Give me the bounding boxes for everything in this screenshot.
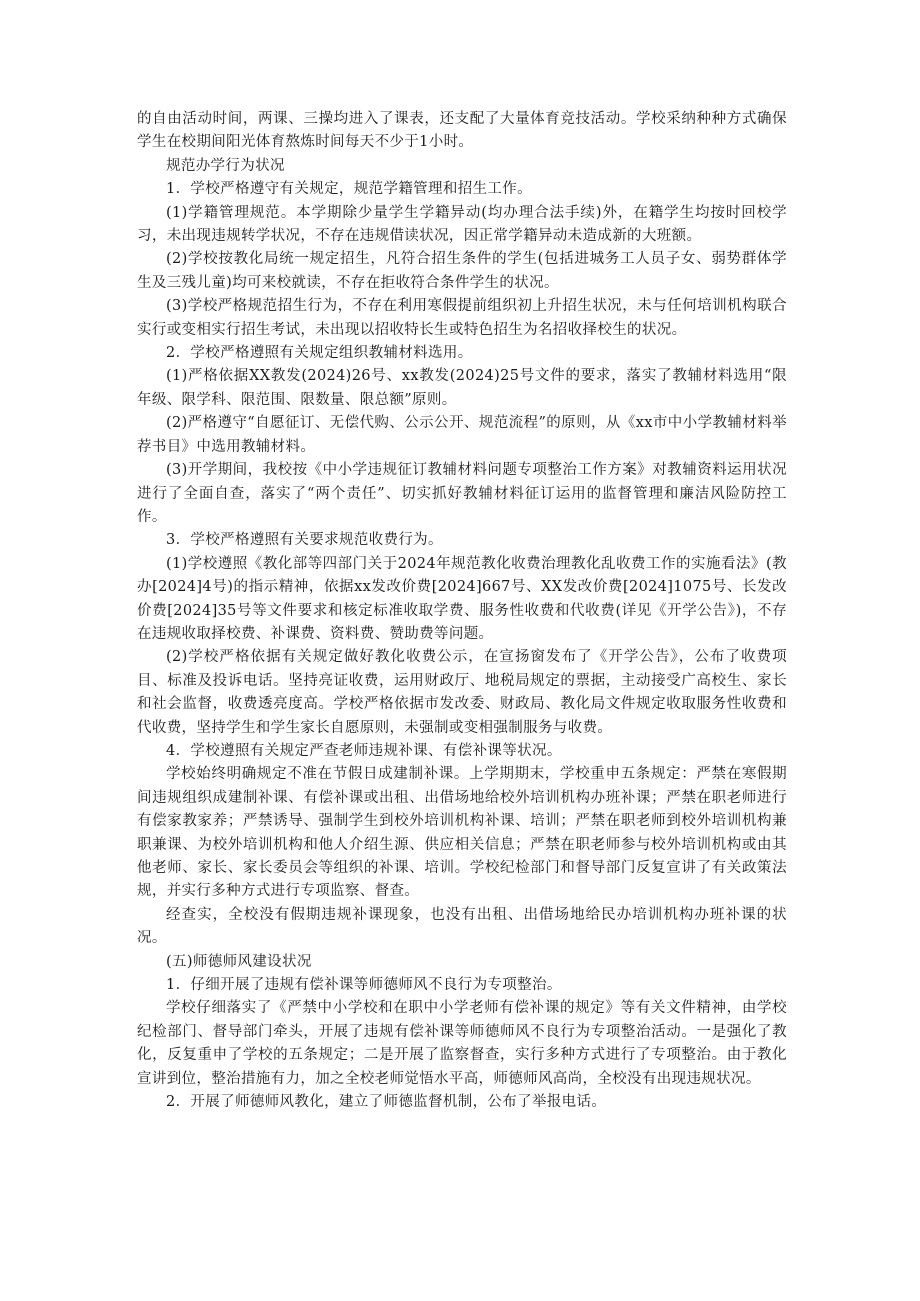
paragraph-item-2-3: (3)开学期间，我校按《中小学违规征订教辅材料问题专项整治工作方案》对教辅资料运用状况进行了全面自查，落实了“两个责任”、切实抓好教辅材料征订运用的监督管理和廉洁风险防控工作。 (137, 462, 787, 525)
item-heading-2: 2．学校严格遵照有关规定组织教辅材料选用。 (166, 345, 473, 362)
paragraph-item-3-2: (2)学校严格依据有关规定做好教化收费公示，在宣扬窗发布了《开学公告》，公布了收费项目、标准及投诉电话。坚持亮证收费，运用财政厅、地税局规定的票据，主动接受广高校生、家长和社会监督，收费透亮度高。学校严格依据市发改委、财政局、教化局文件规定收取服务性收费和代收费，坚持学生和学生家长自愿原则，未强制或变相强制服务与收费。 (137, 649, 787, 736)
section-heading-ethics: (五)师德师风建设状况 (166, 953, 312, 970)
paragraph-item-4-body: 学校始终明确规定不准在节假日成建制补课。上学期期末，学校重申五条规定：严禁在寒假期间违规组织成建制补课、有偿补课或出租、出借场地给校外培训机构办班补课；严禁在职老师进行有偿家教家养；严禁诱导、强制学生到校外培训机构补课、培训；严禁在职老师到校外培训机构兼职兼课、为校外培训机构和他人介绍生源、供应相关信息；严禁在职老师参与校外培训机构或由其他老师、家长、家长委员会等组织的补课、培训。学校纪检部门和督导部门反复宣讲了有关政策法规，并实行多种方式进行专项监察、督查。 (137, 766, 787, 900)
paragraph-item-2-2: (2)严格遵守“自愿征订、无偿代购、公示公开、规范流程”的原则，从《xx市中小学教辅材料举荐书目》中选用教辅材料。 (137, 415, 787, 455)
paragraph-item-1-1: (1)学籍管理规范。本学期除少量学生学籍异动(均办理合法手续)外，在籍学生均按时回校学习，未出现违规转学状况，不存在违规借读状况，因正常学籍异动未造成新的大班额。 (137, 204, 787, 245)
paragraph-item-2-1: (1)严格依据XX教发(2024)26号、xx教发(2024)25号文件的要求，落实了教辅材料选用“限年级、限学科、限范围、限数量、限总额”原则。 (137, 368, 787, 408)
ethics-item-heading-1: 1．仔细开展了违规有偿补课等师德师风不良行为专项整治。 (166, 977, 562, 994)
paragraph-ethics-1-body: 学校仔细落实了《严禁中小学校和在职中小学老师有偿补课的规定》等有关文件精神，由学校纪检部门、督导部门牵头，开展了违规有偿补课等师德师风不良行为专项整治活动。一是强化了教化，反复重申了学校的五条规定；二是开展了监察督查，实行多种方式进行了专项整治。由于教化宣讲到位，整治措施有力，加之全校老师觉悟水平高，师德师风高尚，全校没有出现违规状况。 (137, 1000, 787, 1087)
paragraph-1: 的自由活动时间，两课、三操均进入了课表，还支配了大量体育竞技活动。学校采纳种种方式确保学生在校期间阳光体育熬炼时间每天不少于1小时。 (137, 111, 787, 151)
paragraph-item-1-2: (2)学校按教化局统一规定招生，凡符合招生条件的学生(包括进城务工人员子女、弱势群体学生及三残儿童)均可来校就读，不存在拒收符合条件学生的状况。 (137, 251, 787, 291)
paragraph-item-4-result: 经查实，全校没有假期违规补课现象，也没有出租、出借场地给民办培训机构办班补课的状况。 (137, 906, 787, 947)
ethics-item-heading-2: 2．开展了师德师风教化，建立了师德监督机制，公布了举报电话。 (166, 1094, 607, 1111)
paragraph-item-3-1: (1)学校遵照《教化部等四部门关于2024年规范教化收费治理教化乱收费工作的实施看法》(教办[2024]4号)的指示精神，依据xx发改价费[2024]667号、XX发改价费[2024]1075号、长发改价费[2024]35号等文件要求和核定标准收取学费、服务性收费和代收费(详见《开学公告》)，不存在违规收取择校费、补课费、资料费、赞助费等问题。 (137, 555, 787, 642)
section-heading-conduct: 规范办学行为状况 (166, 157, 285, 174)
item-heading-1: 1．学校严格遵守有关规定，规范学籍管理和招生工作。 (166, 181, 532, 198)
paragraph-item-1-3: (3)学校严格规范招生行为，不存在利用寒假提前组织初上升招生状况，未与任何培训机构联合实行或变相实行招生考试，未出现以招收特长生或特色招生为名招收择校生的状况。 (137, 298, 787, 338)
item-heading-4: 4．学校遵照有关规定严查老师违规补课、有偿补课等状况。 (166, 742, 562, 759)
document-page (137, 108, 787, 1114)
item-heading-3: 3．学校严格遵照有关要求规范收费行为。 (166, 532, 443, 549)
